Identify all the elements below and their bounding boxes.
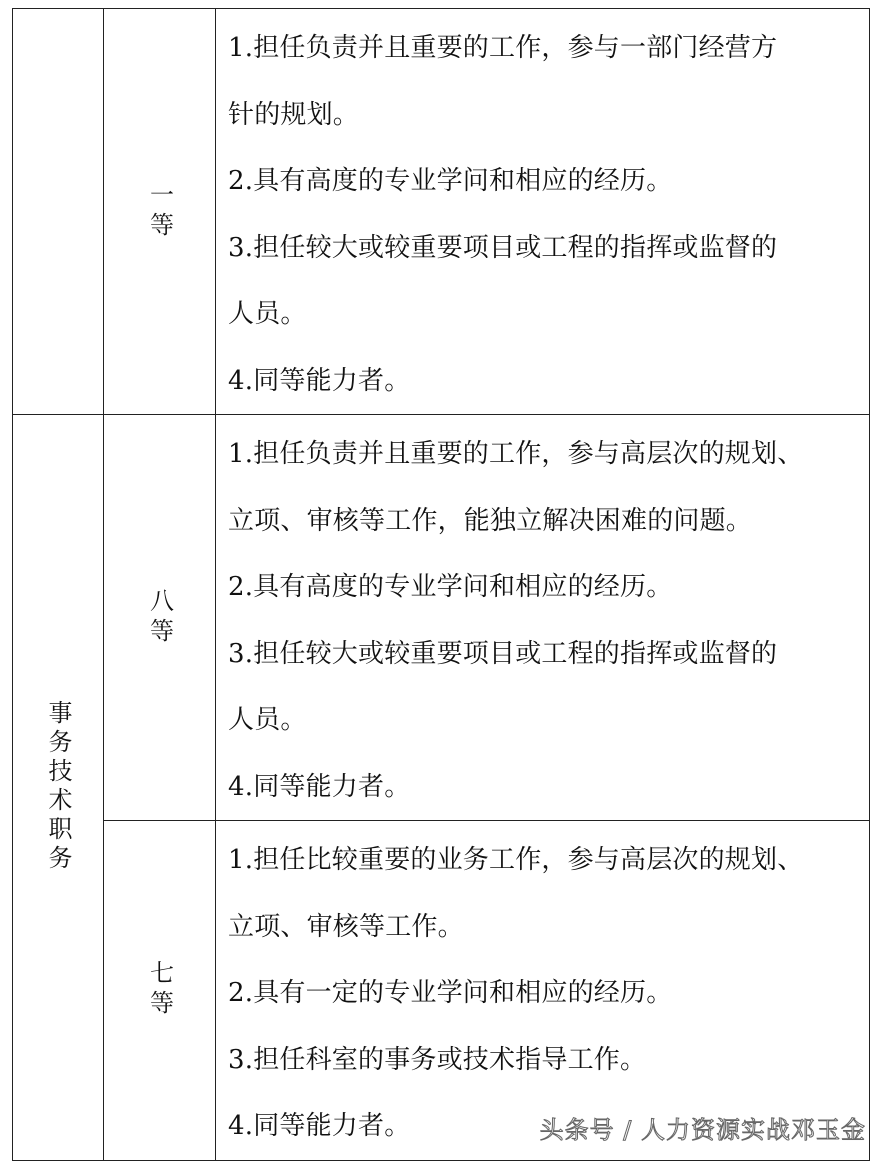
requirements-cell [216, 9, 870, 415]
requirement-line: 2.具有一定的专业学问和相应的经历。 [228, 978, 673, 1008]
requirement-line: 1.担任比较重要的业务工作，参与高层次的规划、 [228, 845, 804, 875]
requirement-line: 人员。 [228, 705, 307, 735]
requirement-line: 3.担任科室的事务或技术指导工作。 [228, 1044, 647, 1075]
grade-cell [104, 415, 216, 821]
requirements-cell [216, 415, 870, 821]
grade-label [104, 588, 215, 648]
requirement-line: 3.担任较大或较重要项目或工程的指挥或监督的 [228, 232, 778, 263]
grade-cell [104, 821, 216, 1161]
grade-text: 七等 [145, 960, 174, 1021]
requirement-line: 2.具有高度的专业学问和相应的经历。 [228, 572, 673, 602]
requirement-line: 1.担任负责并且重要的工作，参与高层次的规划、 [228, 439, 804, 469]
grade-label [104, 960, 215, 1020]
watermark: 头条号 / 人力资源实战邓玉金 [539, 1116, 866, 1144]
grade-cell [104, 9, 216, 415]
requirement-line: 4.同等能力者。 [228, 1111, 411, 1141]
table-row [13, 415, 870, 821]
category-cell-empty [13, 9, 104, 415]
requirement-line: 4.同等能力者。 [228, 771, 411, 802]
category-cell [13, 415, 104, 1161]
requirement-line: 4.同等能力者。 [228, 365, 411, 396]
requirement-line: 立项、审核等工作，能独立解决困难的问题。 [228, 505, 753, 536]
requirement-line: 2.具有高度的专业学问和相应的经历。 [228, 166, 673, 196]
table-row [13, 9, 870, 415]
category-label [13, 700, 103, 874]
requirement-line: 立项、审核等工作。 [228, 911, 464, 942]
requirement-line: 针的规划。 [228, 99, 360, 130]
requirement-line: 1.担任负责并且重要的工作，参与一部门经营方 [228, 33, 778, 63]
grade-text: 一等 [145, 181, 174, 242]
grade-text: 八等 [145, 587, 174, 648]
requirement-line: 3.担任较大或较重要项目或工程的指挥或监督的 [228, 638, 778, 669]
grade-label [104, 182, 215, 242]
category-text: 事务技术职务 [44, 700, 72, 875]
requirement-line: 人员。 [228, 299, 307, 329]
job-grade-table [12, 8, 870, 1161]
